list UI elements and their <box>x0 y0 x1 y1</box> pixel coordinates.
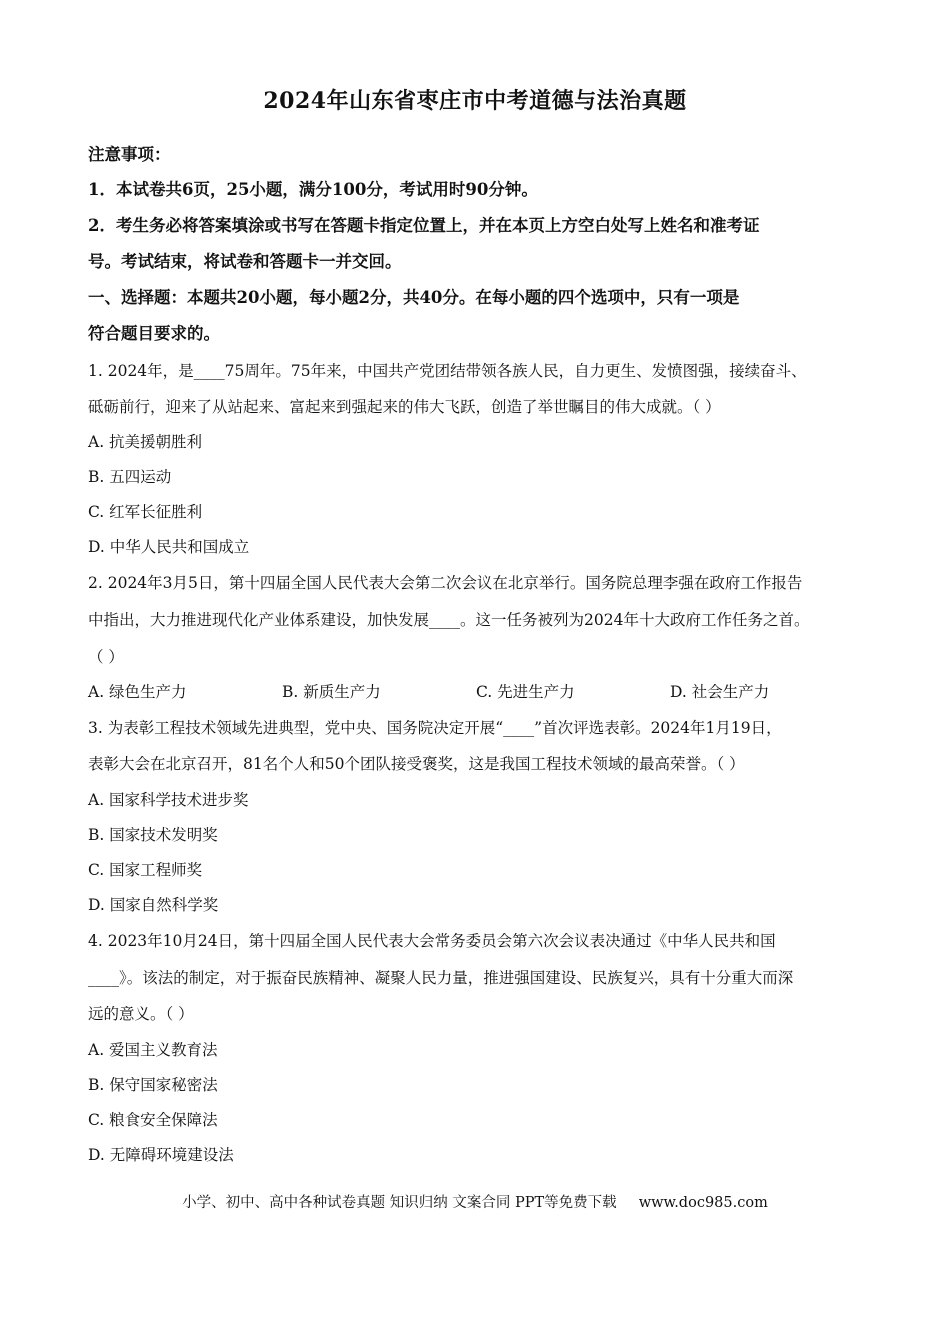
question-4-line-3: 远的意义。（ ） <box>88 1005 194 1023</box>
footer-url[interactable]: www.doc985.com <box>638 1195 768 1211</box>
question-3-option-d: D. 国家自然科学奖 <box>88 896 219 914</box>
question-1-option-c: C. 红军长征胜利 <box>88 503 203 521</box>
question-1-line-2: 砥砺前行，迎来了从站起来、富起来到强起来的伟大飞跃，创造了举世瞩目的伟大成就。（ ） <box>88 398 721 416</box>
question-3-option-a: A. 国家科学技术进步奖 <box>88 791 249 809</box>
page-title: 2024年山东省枣庄市中考道德与法治真题 <box>263 88 687 114</box>
question-4-option-d: D. 无障碍环境建设法 <box>88 1146 234 1164</box>
question-4-option-a: A. 爱国主义教育法 <box>88 1041 218 1059</box>
question-3-option-c: C. 国家工程师奖 <box>88 861 203 879</box>
footer-text: 小学、初中、高中各种试卷真题 知识归纳 文案合同 PPT等免费下载 <box>182 1195 617 1211</box>
notice-heading: 注意事项： <box>88 145 171 164</box>
question-3-option-b: B. 国家技术发明奖 <box>88 826 218 844</box>
question-2-option-d: D. 社会生产力 <box>670 683 770 701</box>
notice-item-2-line-2: 号。考试结束，将试卷和答题卡一并交回。 <box>88 252 402 271</box>
notice-item-1: 1．本试卷共6页，25小题，满分100分，考试用时90分钟。 <box>88 180 538 199</box>
section-heading-line-1: 一、选择题：本题共20小题，每小题2分，共40分。在每小题的四个选项中，只有一项是 <box>88 288 740 307</box>
question-2-option-a: A. 绿色生产力 <box>88 683 187 701</box>
question-2-line-3: （ ） <box>88 648 124 666</box>
question-1-option-a: A. 抗美援朝胜利 <box>88 433 203 451</box>
question-1-option-b: B. 五四运动 <box>88 468 172 486</box>
question-2-line-1: 2. 2024年3月5日，第十四届全国人民代表大会第二次会议在北京举行。国务院总理李强在政府工作报告 <box>88 574 803 592</box>
notice-item-2-line-1: 2．考生务必将答案填涂或书写在答题卡指定位置上，并在本页上方空白处写上姓名和准考证 <box>88 216 760 235</box>
question-3-line-2: 表彰大会在北京召开，81名个人和50个团队接受褒奖，这是我国工程技术领域的最高荣誉。（ ） <box>88 755 745 773</box>
question-4-line-1: 4. 2023年10月24日，第十四届全国人民代表大会常务委员会第六次会议表决通过《中华人民共和国 <box>88 932 776 950</box>
question-1-option-d: D. 中华人民共和国成立 <box>88 538 250 556</box>
page-footer <box>0 1191 950 1212</box>
question-4-option-c: C. 粮食安全保障法 <box>88 1111 218 1129</box>
question-4-option-b: B. 保守国家秘密法 <box>88 1076 218 1094</box>
question-2-option-c: C. 先进生产力 <box>476 683 575 701</box>
question-2-line-2: 中指出，大力推进现代化产业体系建设，加快发展____。这一任务被列为2024年十大政府工作任务之首。 <box>88 611 810 629</box>
question-4-line-2: ____》。该法的制定，对于振奋民族精神、凝聚人民力量，推进强国建设、民族复兴，具有十分重大而深 <box>88 969 794 987</box>
question-1-line-1: 1. 2024年，是____75周年。75年来，中国共产党团结带领各族人民，自力更生、发愤图强，接续奋斗、 <box>88 362 807 380</box>
question-3-line-1: 3. 为表彰工程技术领域先进典型，党中央、国务院决定开展“____”首次评选表彰。2024年1月19日， <box>88 719 782 737</box>
question-2-option-b: B. 新质生产力 <box>282 683 381 701</box>
section-heading-line-2: 符合题目要求的。 <box>88 324 220 343</box>
